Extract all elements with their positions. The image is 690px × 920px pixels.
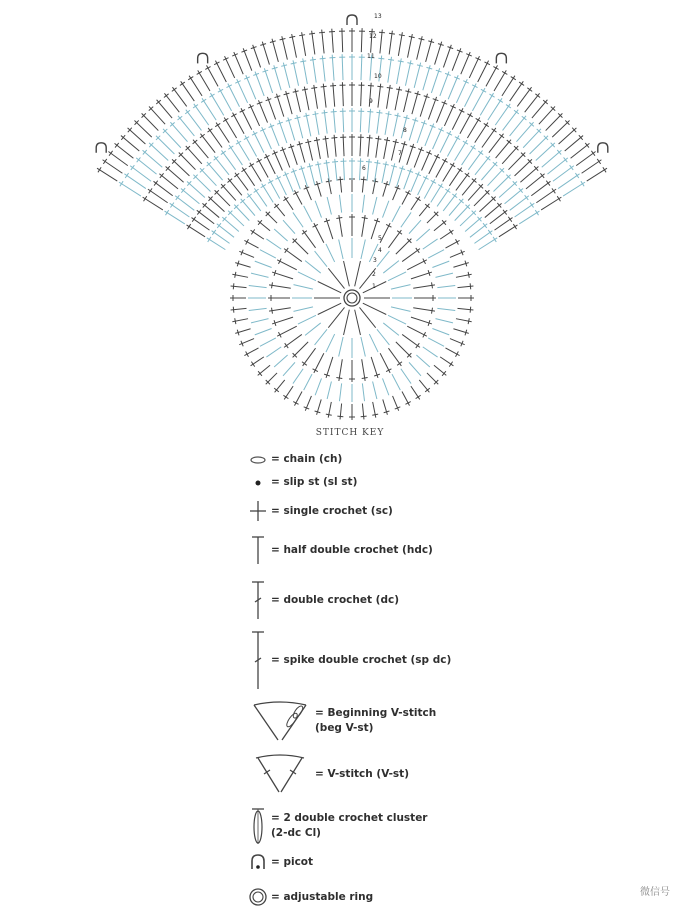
beginning-v-stitch-icon [245,700,315,742]
row-number: 9 [369,98,373,105]
half-double-crochet-icon [245,535,271,565]
key-label-slip-stitch: = slip st (sl st) [271,476,358,488]
row-number: 13 [374,13,382,20]
key-row-single-crochet [245,500,393,522]
crochet-chart [0,0,690,430]
single-crochet-icon [245,500,271,522]
key-row-cluster [245,806,428,846]
double-crochet-icon [245,580,271,620]
row-number: 12 [369,33,377,40]
key-row-v-stitch [245,754,409,794]
stitch-key-title: STITCH KEY [315,428,385,438]
key-label-chain: = chain (ch) [271,453,343,465]
picot-mark [598,143,608,153]
key-label-picot: = picot [271,855,314,868]
row-number: 8 [403,127,407,134]
row-number: 3 [373,257,377,264]
key-row-double-crochet [245,580,399,620]
key-label-spike-double-crochet: = spike double crochet (sp dc) [271,653,452,666]
key-row-beginning-v-stitch [245,700,436,742]
picot-mark [347,15,357,25]
picot-mark [198,53,208,63]
slip-stitch-icon [245,478,271,488]
row-number: 5 [378,235,382,242]
picot-mark [96,143,106,153]
row-number: 11 [367,53,375,60]
cluster-icon [245,806,271,846]
key-row-slip-stitch [245,475,357,490]
key-label-double-crochet: = double crochet (dc) [271,593,399,606]
watermark: 微信号 [640,887,670,898]
row-number: 6 [362,165,366,172]
key-label-beginning-v-stitch: = Beginning V-stitch (beg V-st) [315,707,437,734]
key-label-adjustable-ring: = adjustable ring [271,890,374,903]
picot-mark [496,53,506,63]
key-row-adjustable-ring [245,885,373,909]
adjustable-ring-icon [245,885,271,909]
row-number: 7 [398,150,402,157]
row-number: 1 [372,283,376,290]
spike-double-crochet-icon [245,630,271,690]
row-number: 10 [374,73,382,80]
chain-icon [245,455,271,465]
key-label-cluster: = 2 double crochet cluster (2-dc Cl) [271,812,428,839]
key-row-picot [245,853,313,871]
row-number: 2 [372,271,376,278]
picot-icon [245,853,271,871]
v-stitch-icon [245,754,315,794]
key-label-v-stitch: = V-stitch (V-st) [315,767,410,780]
key-row-half-double-crochet [245,535,433,565]
key-label-single-crochet: = single crochet (sc) [271,504,393,517]
key-label-half-double-crochet: = half double crochet (hdc) [271,543,433,556]
circle-rounds [230,176,474,420]
key-row-spike-double-crochet [245,630,451,690]
row-number: 4 [378,247,382,254]
key-row-chain [245,452,342,467]
